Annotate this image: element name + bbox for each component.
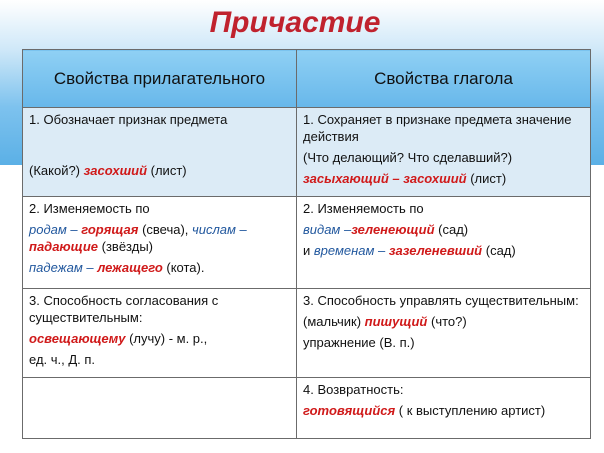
example-line [303,242,584,259]
cell-text: (Что делающий? Что сделавший?) [303,150,513,165]
cell-text: 1. Сохраняет в признаке предмета значение действия [303,112,572,144]
example-line [29,162,290,179]
case-label: родам – [29,222,78,237]
cell-text: 2. Изменяемость по [29,201,150,216]
cell-text: 1. Обозначает признак предмета [29,112,228,127]
example-text: (сад) [434,222,469,237]
example-word: зеленеющий [351,222,435,237]
cell-text: ед. ч., Д. п. [29,352,96,367]
case-label: числам – [192,222,247,237]
table-row [23,108,591,197]
example-word: падающие [29,239,99,254]
example-word: освещающему [29,331,126,346]
example-line [303,402,584,419]
case-label: видам – [303,222,352,237]
example-word: засыхающий – засохший [303,171,467,186]
example-line [29,330,290,347]
example-text: ( к выступлению артист) [395,403,546,418]
example-text: (кота). [162,260,205,275]
cell-verb-inflection [297,197,591,289]
cell-adjective-agreement [23,289,297,378]
cell-verb-meaning [297,108,591,197]
example-word: пишущий [364,314,428,329]
cell-empty [23,378,297,439]
cell-text: 2. Изменяемость по [303,201,424,216]
cell-text: 3. Способность согласования с существительным: [29,293,219,325]
cell-text: упражнение (В. п.) [303,335,415,350]
cell-adjective-inflection [23,197,297,289]
case-label: падежам – [29,260,94,275]
slide-title: Причастие [209,6,381,39]
table-row [23,289,591,378]
table-row [23,197,591,289]
cell-verb-reflexivity [297,378,591,439]
example-line [29,259,290,276]
header-verb-properties: Свойства глагола [297,50,591,108]
table-header-row [23,50,591,108]
example-line [303,221,584,238]
example-word: готовящийся [303,403,396,418]
properties-table [22,49,591,439]
cell-text: 3. Способность управлять существительным: [303,293,579,308]
example-text: (лист) [147,163,187,178]
example-text: (что?) [427,314,467,329]
example-word: горящая [77,222,139,237]
header-adjective-properties: Свойства прилагательного [23,50,297,108]
example-line [303,313,584,330]
example-text: (Какой?) [29,163,84,178]
table-row [23,378,591,439]
example-word: засохший [83,163,148,178]
example-word: лежащего [93,260,163,275]
example-text: (звёзды) [98,239,153,254]
example-line [29,221,290,255]
example-text: (лист) [466,171,507,186]
example-text: (мальчик) [303,314,365,329]
example-text: (сад) [482,243,516,258]
example-line [303,170,584,187]
example-word: зазеленевший [385,243,483,258]
example-text: (свеча), [138,222,193,237]
cell-verb-government [297,289,591,378]
cell-text: 4. Возвратность: [303,382,404,397]
example-text: и [303,243,314,258]
example-text: (лучу) - м. р., [125,331,208,346]
cell-adjective-meaning [23,108,297,197]
case-label: временам – [313,243,386,258]
